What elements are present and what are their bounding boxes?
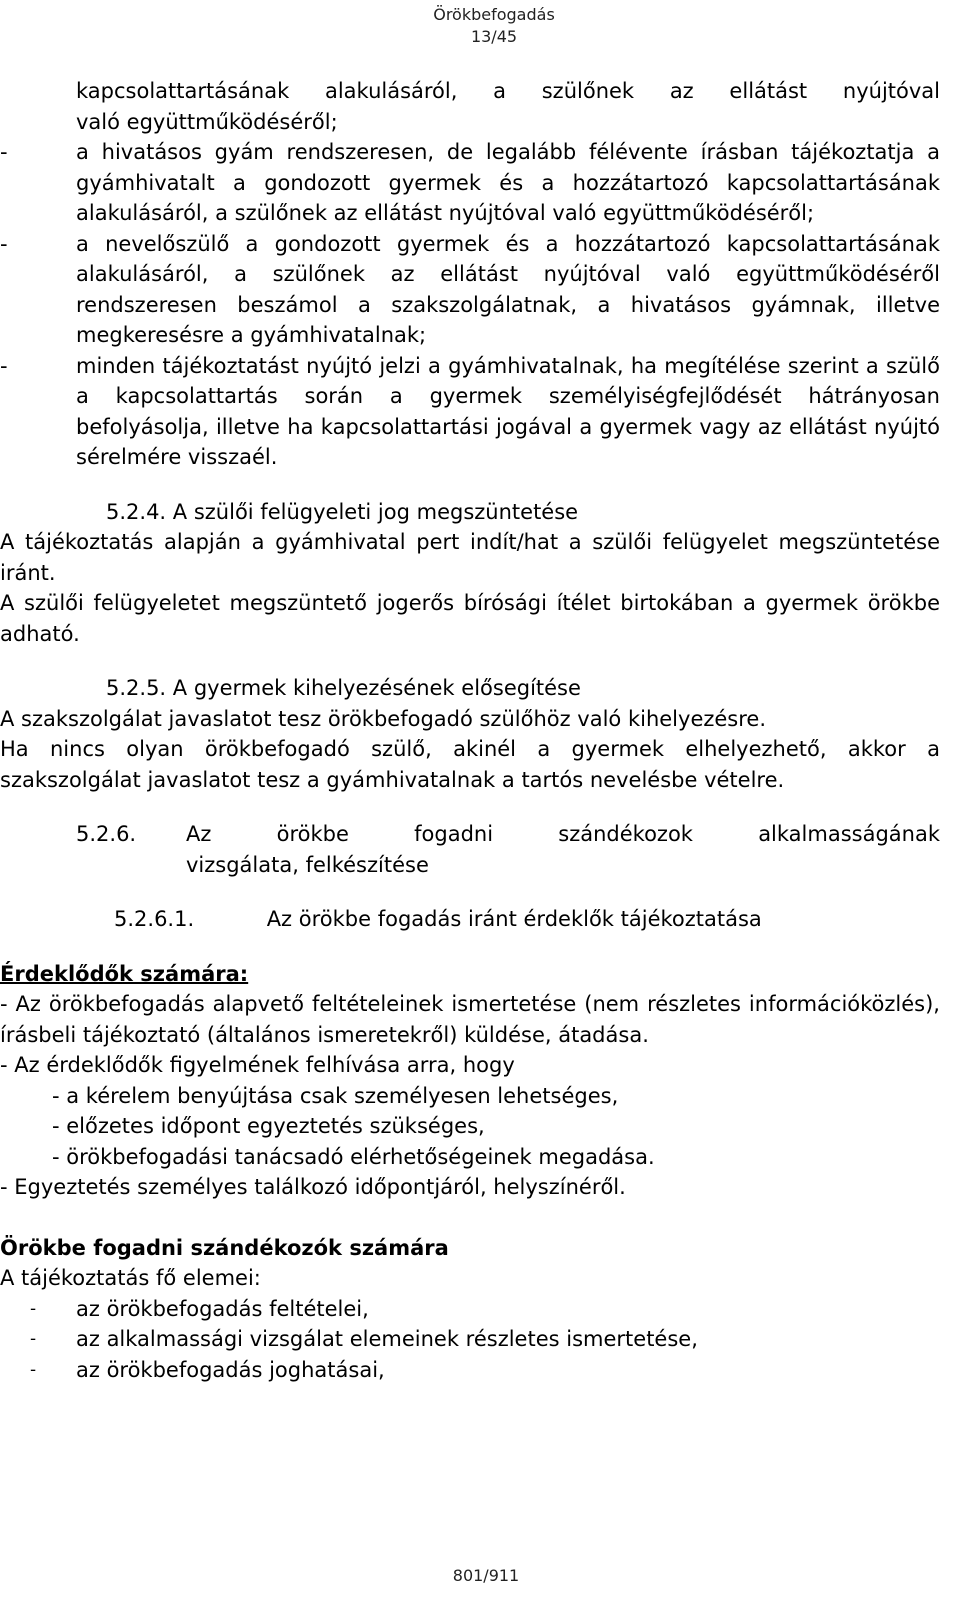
section-number: 5.2.6.1. bbox=[114, 907, 195, 931]
section-heading-5-2-6-1 bbox=[0, 904, 960, 935]
list-item-text: az örökbefogadás feltételei, bbox=[76, 1296, 369, 1321]
footer-page-number: 801/911 bbox=[452, 1566, 520, 1585]
list-item bbox=[0, 351, 940, 473]
header-title: Örökbefogadás bbox=[433, 5, 555, 24]
list-dash: - bbox=[30, 1359, 37, 1380]
list-item bbox=[0, 1294, 960, 1325]
list-dash: - bbox=[0, 231, 8, 256]
section-heading-5-2-4 bbox=[0, 497, 960, 528]
sub-bullet-item: - örökbefogadási tanácsadó elérhetőségeinek megadása. bbox=[52, 1144, 655, 1169]
paragraph-continued-end: való együttműködéséről; bbox=[76, 109, 338, 134]
page-header bbox=[0, 4, 960, 48]
list-item-text: minden tájékoztatást nyújtó jelzi a gyámhivatalnak, ha megítélése szerint a szülő a kapcsolattartás során a gyermek személyiségfejlődését hátrányosan befolyásolja, illetve ha kapcsolattartási jogával a gyermek vagy az ellátást nyújtó sérelmére visszaél. bbox=[76, 353, 940, 469]
bullet-item: - Az érdeklődők figyelmének felhívása arra, hogy bbox=[0, 1053, 515, 1077]
intro-text: A tájékoztatás fő elemei: bbox=[0, 1266, 261, 1290]
section-number: 5.2.4. bbox=[106, 499, 167, 524]
list-item-text: a nevelőszülő a gondozott gyermek és a hozzátartozó kapcsolattartásának alakulásáról, a szülőnek az ellátást nyújtóval való együttműködéséről rendszeresen beszámol a szakszolgálatnak, a hivatásos gyámnak, illetve megkeresésre a gyámhivatalnak; bbox=[76, 231, 940, 347]
subheading-erdeklodok: Érdeklődők számára: bbox=[0, 961, 249, 986]
list-dash: - bbox=[0, 140, 8, 164]
list-dash: - bbox=[30, 1298, 37, 1319]
list-item-text: a hivatásos gyám rendszeresen, de legalább félévente írásban tájékoztatja a gyámhivatalt a gondozott gyermek és a hozzátartozó kapcsolattartásának alakulásáról, a szülőnek az ellátást nyújtóval való együttműködéséről; bbox=[76, 140, 940, 225]
section-number: 5.2.5. bbox=[106, 676, 167, 700]
page-footer bbox=[0, 1566, 960, 1585]
list-item bbox=[0, 137, 940, 229]
list-item bbox=[0, 229, 940, 351]
list-item bbox=[0, 1355, 960, 1386]
list-dash: - bbox=[0, 353, 8, 378]
bullet-item: - Az örökbefogadás alapvető feltételeinek ismertetése (nem részletes információközlés), írásbeli tájékoztató (általános ismeretekről) küldése, átadása. bbox=[0, 992, 940, 1047]
section-title: A gyermek kihelyezésének elősegítése bbox=[172, 676, 581, 700]
section-title: A szülői felügyeleti jog megszüntetése bbox=[172, 499, 579, 524]
paragraph: Ha nincs olyan örökbefogadó szülő, akinél a gyermek elhelyezhető, akkor a szakszolgálat javaslatot tesz a gyámhivatalnak a tartós nevelésbe vételre. bbox=[0, 737, 940, 792]
section-title-line-1: Az örökbe fogadni szándékozok alkalmasságának bbox=[186, 822, 940, 846]
list-dash: - bbox=[30, 1329, 37, 1349]
subheading-szandekozok: Örökbe fogadni szándékozók számára bbox=[0, 1235, 449, 1260]
section-heading-5-2-5 bbox=[0, 673, 960, 704]
document-body bbox=[0, 76, 960, 1385]
paragraph: A szülői felügyeletet megszüntető jogerős bírósági ítélet birtokában a gyermek örökbe adható. bbox=[0, 591, 940, 646]
bullet-item: - Egyeztetés személyes találkozó időpontjáról, helyszínéről. bbox=[0, 1175, 626, 1199]
section-number: 5.2.6. bbox=[76, 822, 137, 846]
header-page-number: 13/45 bbox=[470, 27, 518, 46]
paragraph: A tájékoztatás alapján a gyámhivatal pert indít/hat a szülői felügyelet megszüntetése iránt. bbox=[0, 530, 940, 585]
list-item bbox=[0, 1324, 960, 1355]
section-title: Az örökbe fogadás iránt érdeklők tájékoztatása bbox=[266, 907, 762, 931]
section-heading-5-2-6 bbox=[0, 819, 940, 880]
paragraph: A szakszolgálat javaslatot tesz örökbefogadó szülőhöz való kihelyezésre. bbox=[0, 706, 767, 731]
sub-bullet-item: - előzetes időpont egyeztetés szükséges, bbox=[52, 1114, 485, 1138]
sub-bullet-item: - a kérelem benyújtása csak személyesen lehetséges, bbox=[52, 1083, 619, 1108]
section-title-line-2: vizsgálata, felkészítése bbox=[186, 852, 429, 877]
paragraph-continued: kapcsolattartásának alakulásáról, a szülőnek az ellátást nyújtóval bbox=[76, 79, 940, 103]
list-item-text: az örökbefogadás joghatásai, bbox=[76, 1357, 385, 1382]
list-item-text: az alkalmassági vizsgálat elemeinek részletes ismertetése, bbox=[76, 1327, 698, 1351]
